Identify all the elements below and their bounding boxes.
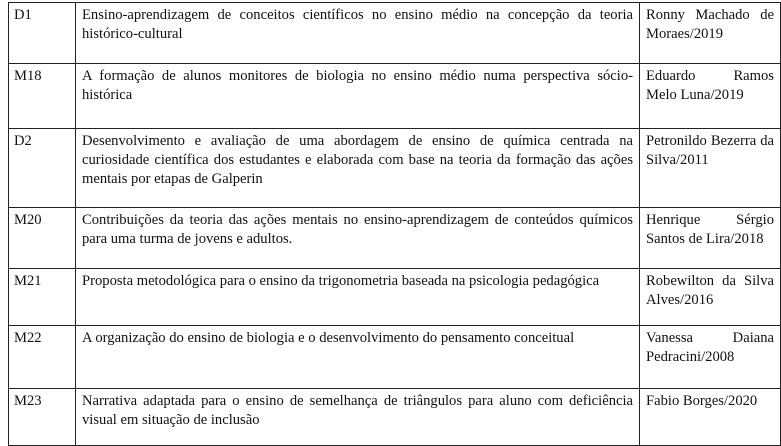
row-author: Ronny Machado de Moraes/2019 <box>640 3 781 64</box>
references-table <box>8 2 781 446</box>
row-title: Ensino-aprendizagem de conceitos científicos no ensino médio na concepção da teoria histórico-cultural <box>76 3 640 64</box>
table-row <box>9 208 781 269</box>
row-code: D2 <box>9 129 76 208</box>
row-title: Proposta metodológica para o ensino da trigonometria baseada na psicologia pedagógica <box>76 269 640 326</box>
row-title: Contribuições da teoria das ações mentais no ensino-aprendizagem de conteúdos químicos para uma turma de jovens e adultos. <box>76 208 640 269</box>
row-title: A organização do ensino de biologia e o desenvolvimento do pensamento conceitual <box>76 326 640 389</box>
row-title: Narrativa adaptada para o ensino de semelhança de triângulos para aluno com deficiência visual em situação de inclusão <box>76 389 640 446</box>
row-code: M20 <box>9 208 76 269</box>
row-author: Vanessa Daiana Pedracini/2008 <box>640 326 781 389</box>
document-page <box>8 2 772 446</box>
row-code: D1 <box>9 3 76 64</box>
row-code: M21 <box>9 269 76 326</box>
table-row <box>9 269 781 326</box>
row-author: Petronildo Bezerra da Silva/2011 <box>640 129 781 208</box>
row-code: M23 <box>9 389 76 446</box>
table-row <box>9 129 781 208</box>
row-title: Desenvolvimento e avaliação de uma abordagem de ensino de química centrada na curiosidade científica dos estudantes e elaborada com base na teoria da formação das ações mentais por etapas de Galperin <box>76 129 640 208</box>
table-row <box>9 64 781 129</box>
table-row <box>9 3 781 64</box>
row-author: Eduardo Ramos Melo Luna/2019 <box>640 64 781 129</box>
row-author: Robewilton da Silva Alves/2016 <box>640 269 781 326</box>
row-author: Fabio Borges/2020 <box>640 389 781 446</box>
row-code: M18 <box>9 64 76 129</box>
row-code: M22 <box>9 326 76 389</box>
row-title: A formação de alunos monitores de biologia no ensino médio numa perspectiva sócio-histórica <box>76 64 640 129</box>
table-row <box>9 326 781 389</box>
row-author: Henrique Sérgio Santos de Lira/2018 <box>640 208 781 269</box>
